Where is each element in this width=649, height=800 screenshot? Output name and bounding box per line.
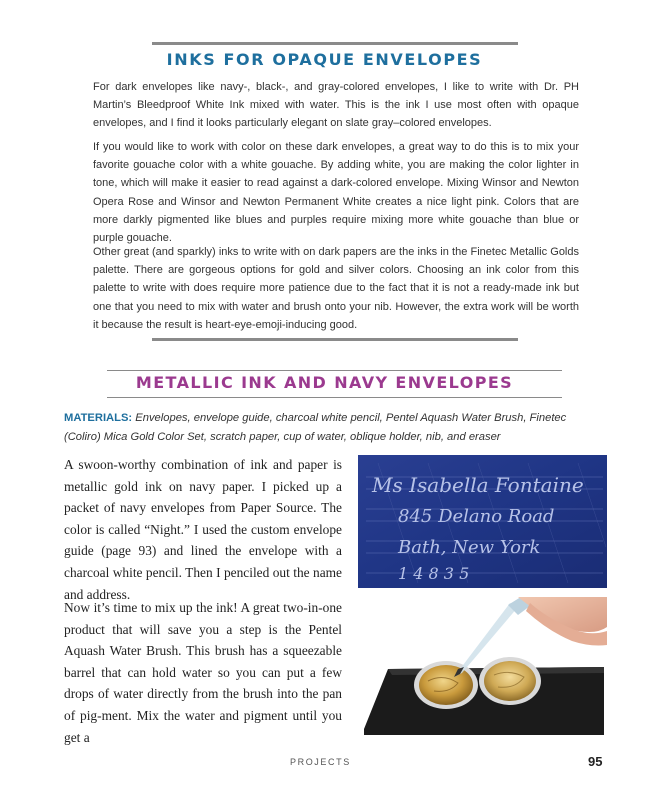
paragraph: For dark envelopes like navy-, black-, and gray-colored envelopes, I like to write with Dr. PH Martin’s Bleedproof White Ink mixed with water. This is the ink I use most often with opaque envelopes, and I find it looks particularly elegant on slate gray–colored envelopes.: [93, 81, 579, 130]
section-heading-metallic-navy: METALLIC INK AND NAVY ENVELOPES: [135, 373, 514, 392]
heading-rule-bottom: [107, 397, 562, 398]
envelope-line-3: Bath, New York: [398, 537, 541, 558]
bottom-rule: [152, 338, 518, 341]
footer-section-label: PROJECTS: [290, 757, 351, 767]
top-rule: [152, 42, 518, 45]
navy-envelope-photo: [358, 455, 607, 588]
envelope-line-4: 1 4 8 3 5: [398, 564, 470, 583]
envelope-line-2: 845 Delano Road: [398, 506, 555, 527]
paragraph: If you would like to work with color on these dark envelopes, a great way to do this is to mix your favorite gouache color with a white gouache. By adding white, you are making the color lighter in tone, which will make it easier to read against a dark-colored envelope. Mixing Winsor and Newton Opera Rose and Winsor and Newton Permanent White creates a nice light pink. Colors that are more darkly pigmented like blues and purples require mixing more white gouache than blue or purple gouache.: [93, 141, 579, 245]
section-heading-inks-opaque: INKS FOR OPAQUE ENVELOPES: [166, 50, 483, 69]
envelope-illustration: [358, 455, 607, 588]
body-paragraph: A swoon-worthy combination of ink and paper is metallic gold ink on navy paper. I picked up a packet of navy envelopes from Paper Source. The color is called “Night.” I used the custom envelope guide (page 93) and lined the envelope with a charcoal white pencil. Then I penciled out the name and address.: [64, 457, 342, 602]
gold-palette-photo: [358, 597, 607, 737]
envelope-line-1: Ms Isabella Fontaine: [372, 473, 584, 497]
materials-label: MATERIALS:: [64, 412, 133, 424]
palette-illustration: [358, 597, 607, 737]
body-paragraph: Now it’s time to mix up the ink! A great two-in-one product that will save you a step is the Pentel Aquash Water Brush. This brush has a squeezable barrel that can hold water so you can put a few drops of water directly from the brush into the pan of pig-ment. Mix the water and pigment until you get a: [64, 600, 342, 745]
paragraph: Other great (and sparkly) inks to write with on dark papers are the inks in the Finetec Metallic Golds palette. There are gorgeous options for gold and silver colors. Choosing an ink color from this palette to write with does require more patience due to the fact that it is not a ready-made ink but one that you need to mix with water and brush onto your nib. However, the extra work will be worth it because the result is heart-eye-emoji-inducing good.: [93, 246, 579, 331]
materials-text: Envelopes, envelope guide, charcoal white pencil, Pentel Aquash Water Brush, Finetec (Coliro) Mica Gold Color Set, scratch paper, cup of water, oblique holder, nib, and eraser: [64, 412, 567, 443]
heading-rule-top: [107, 370, 562, 371]
page-number: 95: [588, 754, 603, 769]
materials-list: [64, 409, 594, 446]
